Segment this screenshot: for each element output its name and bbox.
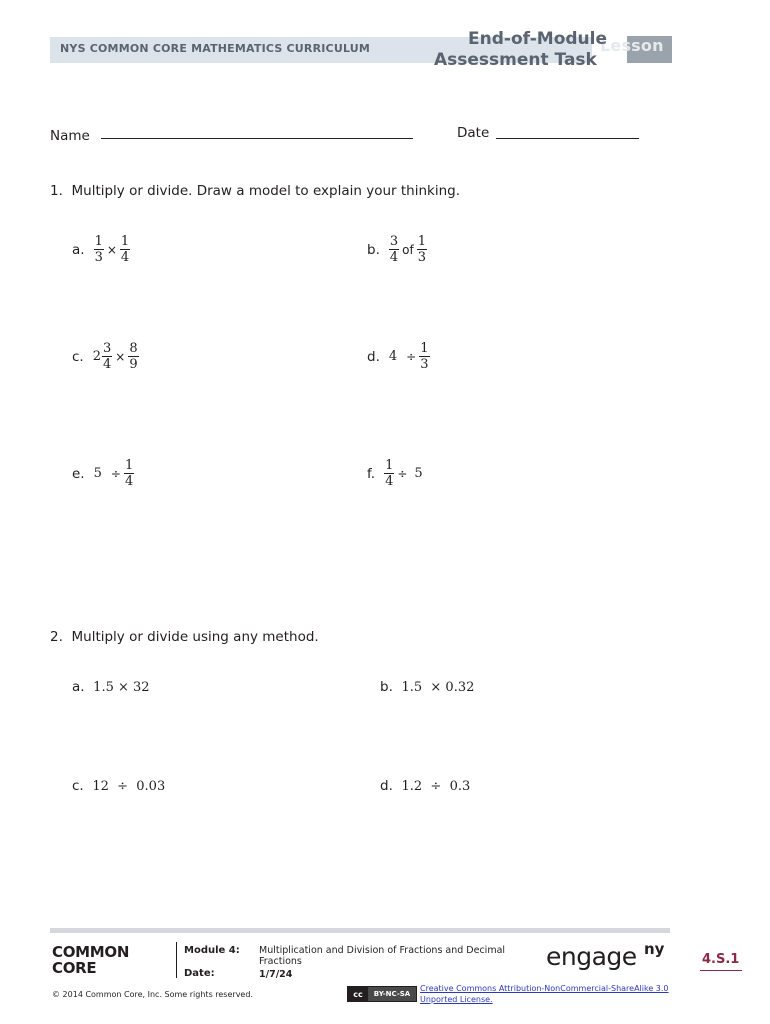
item-label: f. (367, 465, 376, 482)
curriculum-title: NYS COMMON CORE MATHEMATICS CURRICULUM (60, 42, 371, 55)
module-key: Module 4: (184, 945, 240, 956)
operator: ÷ (406, 349, 417, 364)
denominator: 4 (120, 250, 130, 265)
denominator: 9 (129, 357, 138, 372)
denominator: 4 (103, 357, 112, 372)
fraction (102, 341, 112, 372)
item-label: c. (72, 348, 84, 365)
logo-line1: COMMON (52, 943, 130, 961)
denominator: 3 (417, 250, 427, 265)
question-number: 1. (50, 183, 63, 199)
logo-line2: CORE (52, 959, 97, 977)
operator: ÷ (110, 466, 121, 481)
page-title-line1: End-of-Module (468, 29, 607, 49)
denominator: 4 (385, 474, 394, 489)
fraction (120, 234, 130, 265)
denominator: 4 (389, 250, 399, 265)
expression: 12 ÷ 0.03 (92, 779, 166, 794)
page-code-underline (700, 970, 742, 971)
operator: ÷ (397, 466, 408, 481)
lesson-label: Lesson (600, 36, 664, 55)
date-label: Date (457, 125, 490, 141)
problem-1e (72, 458, 134, 489)
fraction (417, 234, 427, 265)
fraction (94, 234, 104, 265)
footer-rule (50, 928, 670, 933)
problem-1b (367, 234, 427, 265)
problem-2c (72, 778, 165, 794)
problem-2d (380, 778, 470, 794)
whole-number: 4 (388, 349, 398, 364)
item-label: e. (72, 465, 85, 482)
operator: of (402, 242, 414, 257)
item-label: a. (72, 241, 85, 258)
page-title-line2: Assessment Task (434, 50, 597, 70)
question-prompt: Multiply or divide. Draw a model to explain your thinking. (71, 183, 461, 199)
date-value: 1/7/24 (259, 969, 293, 980)
module-value: Multiplication and Division of Fractions and Decimal Fractions (259, 945, 506, 967)
whole-number: 5 (93, 466, 102, 481)
question-number: 2. (50, 629, 63, 645)
cc-badge-text: BY-NC-SA (368, 987, 416, 1001)
fraction (124, 458, 134, 489)
license-line1[interactable]: Creative Commons Attribution-NonCommercial-ShareAlike 3.0 (420, 984, 669, 993)
expression: 1.2 ÷ 0.3 (401, 779, 471, 794)
name-label: Name (50, 128, 90, 144)
problem-1a (72, 234, 130, 265)
numerator: 1 (120, 234, 130, 249)
expression: 1.5 × 32 (93, 680, 150, 695)
whole-number: 2 (92, 349, 101, 364)
numerator: 1 (124, 458, 134, 473)
denominator: 3 (94, 250, 103, 265)
cc-license-badge[interactable] (347, 986, 417, 1002)
footer-divider (176, 942, 177, 978)
numerator: 1 (385, 458, 394, 473)
denominator: 4 (124, 474, 134, 489)
item-label: d. (367, 348, 380, 365)
operator: × (115, 349, 126, 364)
item-label: c. (72, 778, 84, 794)
problem-1d (367, 341, 430, 372)
numerator: 3 (103, 341, 112, 356)
fraction (389, 234, 399, 265)
item-label: a. (72, 679, 85, 695)
numerator: 1 (420, 341, 429, 356)
page-code: 4.S.1 (702, 952, 740, 967)
engageny-logo-ny: ny (644, 940, 665, 958)
problem-1c (72, 341, 139, 372)
license-link[interactable] (420, 983, 669, 1005)
item-label: b. (380, 679, 393, 695)
date-field[interactable] (496, 138, 639, 139)
question-2 (50, 629, 319, 645)
fraction (128, 341, 138, 372)
license-line2[interactable]: Unported License. (420, 995, 493, 1004)
question-prompt: Multiply or divide using any method. (71, 629, 319, 645)
numerator: 3 (389, 234, 399, 249)
fraction (384, 458, 394, 489)
numerator: 1 (417, 234, 427, 249)
problem-2b (380, 679, 474, 695)
whole-number: 5 (414, 466, 423, 481)
item-label: d. (380, 778, 393, 794)
copyright: © 2014 Common Core, Inc. Some rights reserved. (52, 990, 253, 999)
date-key: Date: (184, 968, 215, 979)
name-field[interactable] (101, 138, 413, 139)
engageny-logo: engage (546, 942, 637, 971)
cc-icon: cc (348, 987, 368, 1001)
question-1 (50, 183, 460, 199)
problem-2a (72, 679, 150, 695)
problem-1f (367, 458, 423, 489)
denominator: 3 (420, 357, 429, 372)
numerator: 1 (94, 234, 103, 249)
numerator: 8 (129, 341, 138, 356)
expression: 1.5 × 0.32 (401, 680, 475, 695)
fraction (419, 341, 429, 372)
common-core-logo (52, 944, 129, 976)
operator: × (106, 242, 117, 257)
item-label: b. (367, 241, 380, 258)
